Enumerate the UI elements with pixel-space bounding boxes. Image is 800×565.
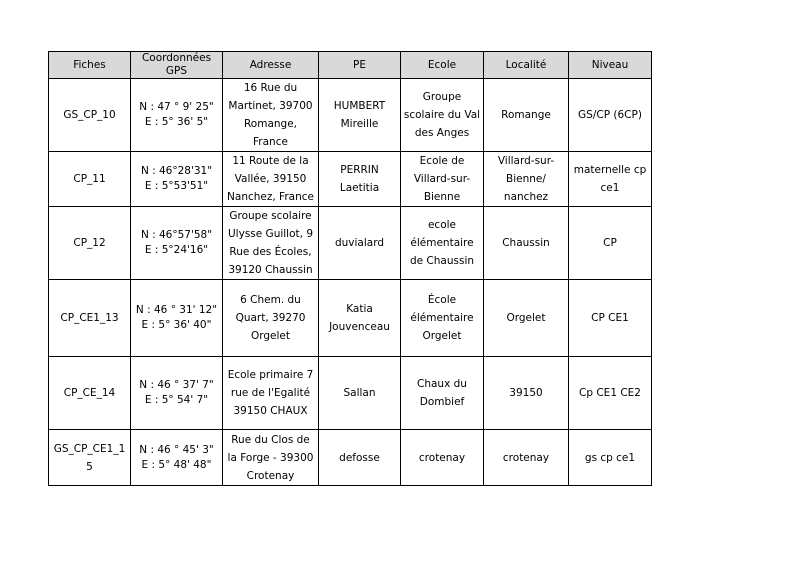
cell-fiche: CP_CE1_13 — [49, 280, 131, 357]
gps-east: E : 5°24'16" — [144, 244, 209, 256]
gps-east: E : 5° 36' 40" — [141, 319, 212, 331]
gps-north: N : 46 ° 37' 7" — [139, 379, 214, 391]
gps-north: N : 46 ° 31' 12" — [135, 304, 218, 316]
gps-north: N : 46°57'58" — [140, 229, 213, 241]
cell-localite: Chaussin — [484, 207, 569, 280]
gps-north: N : 47 ° 9' 25" — [139, 101, 214, 113]
gps-north: N : 46°28'31" — [140, 165, 213, 177]
cell-ecole: Groupe scolaire du Val des Anges — [401, 79, 484, 152]
cell-localite: Orgelet — [484, 280, 569, 357]
cell-gps — [131, 357, 223, 430]
cell-pe: defosse — [319, 430, 401, 486]
cell-ecole: crotenay — [401, 430, 484, 486]
cell-fiche: GS_CP_10 — [49, 79, 131, 152]
cell-localite: Villard-sur-Bienne/ nanchez — [484, 152, 569, 207]
table-header-row — [49, 52, 652, 79]
table-row — [49, 357, 652, 430]
table-row — [49, 280, 652, 357]
gps-east: E : 5°53'51" — [144, 180, 209, 192]
header-niveau: Niveau — [569, 52, 652, 79]
cell-fiche: GS_CP_CE1_15 — [49, 430, 131, 486]
table-row — [49, 430, 652, 486]
cell-niveau: CP CE1 — [569, 280, 652, 357]
cell-adresse: Groupe scolaire Ulysse Guillot, 9 Rue des Écoles, 39120 Chaussin — [223, 207, 319, 280]
table-row — [49, 152, 652, 207]
cell-niveau: gs cp ce1 — [569, 430, 652, 486]
cell-adresse: Ecole primaire 7 rue de l'Egalité 39150 CHAUX — [223, 357, 319, 430]
fiches-table — [48, 51, 652, 486]
cell-adresse: 6 Chem. du Quart, 39270 Orgelet — [223, 280, 319, 357]
cell-pe: duvialard — [319, 207, 401, 280]
table-row — [49, 207, 652, 280]
cell-fiche: CP_CE_14 — [49, 357, 131, 430]
cell-localite: crotenay — [484, 430, 569, 486]
header-localite: Localité — [484, 52, 569, 79]
cell-gps — [131, 430, 223, 486]
cell-adresse: 16 Rue du Martinet, 39700 Romange, France — [223, 79, 319, 152]
cell-localite: 39150 — [484, 357, 569, 430]
cell-niveau: maternelle cp ce1 — [569, 152, 652, 207]
gps-east: E : 5° 54' 7" — [144, 394, 209, 406]
cell-gps — [131, 79, 223, 152]
cell-niveau: CP — [569, 207, 652, 280]
cell-gps — [131, 207, 223, 280]
table-row — [49, 79, 652, 152]
header-fiches: Fiches — [49, 52, 131, 79]
cell-ecole: Chaux du Dombief — [401, 357, 484, 430]
cell-niveau: GS/CP (6CP) — [569, 79, 652, 152]
cell-niveau: Cp CE1 CE2 — [569, 357, 652, 430]
header-pe: PE — [319, 52, 401, 79]
cell-adresse: Rue du Clos de la Forge - 39300 Crotenay — [223, 430, 319, 486]
cell-pe: Katia Jouvenceau — [319, 280, 401, 357]
cell-ecole: École élémentaire Orgelet — [401, 280, 484, 357]
cell-pe: PERRIN Laetitia — [319, 152, 401, 207]
cell-adresse: 11 Route de la Vallée, 39150 Nanchez, France — [223, 152, 319, 207]
cell-localite: Romange — [484, 79, 569, 152]
gps-east: E : 5° 36' 5" — [144, 116, 209, 128]
cell-fiche: CP_12 — [49, 207, 131, 280]
header-ecole: Ecole — [401, 52, 484, 79]
cell-gps — [131, 280, 223, 357]
cell-fiche: CP_11 — [49, 152, 131, 207]
header-coordonnees-gps: Coordonnées GPS — [131, 52, 223, 79]
cell-gps — [131, 152, 223, 207]
cell-pe: Sallan — [319, 357, 401, 430]
cell-ecole: ecole élémentaire de Chaussin — [401, 207, 484, 280]
gps-north: N : 46 ° 45' 3" — [139, 443, 214, 456]
header-adresse: Adresse — [223, 52, 319, 79]
cell-ecole: Ecole de Villard-sur-Bienne — [401, 152, 484, 207]
gps-east: E : 5° 48' 48" — [141, 458, 212, 471]
cell-pe: HUMBERT Mireille — [319, 79, 401, 152]
